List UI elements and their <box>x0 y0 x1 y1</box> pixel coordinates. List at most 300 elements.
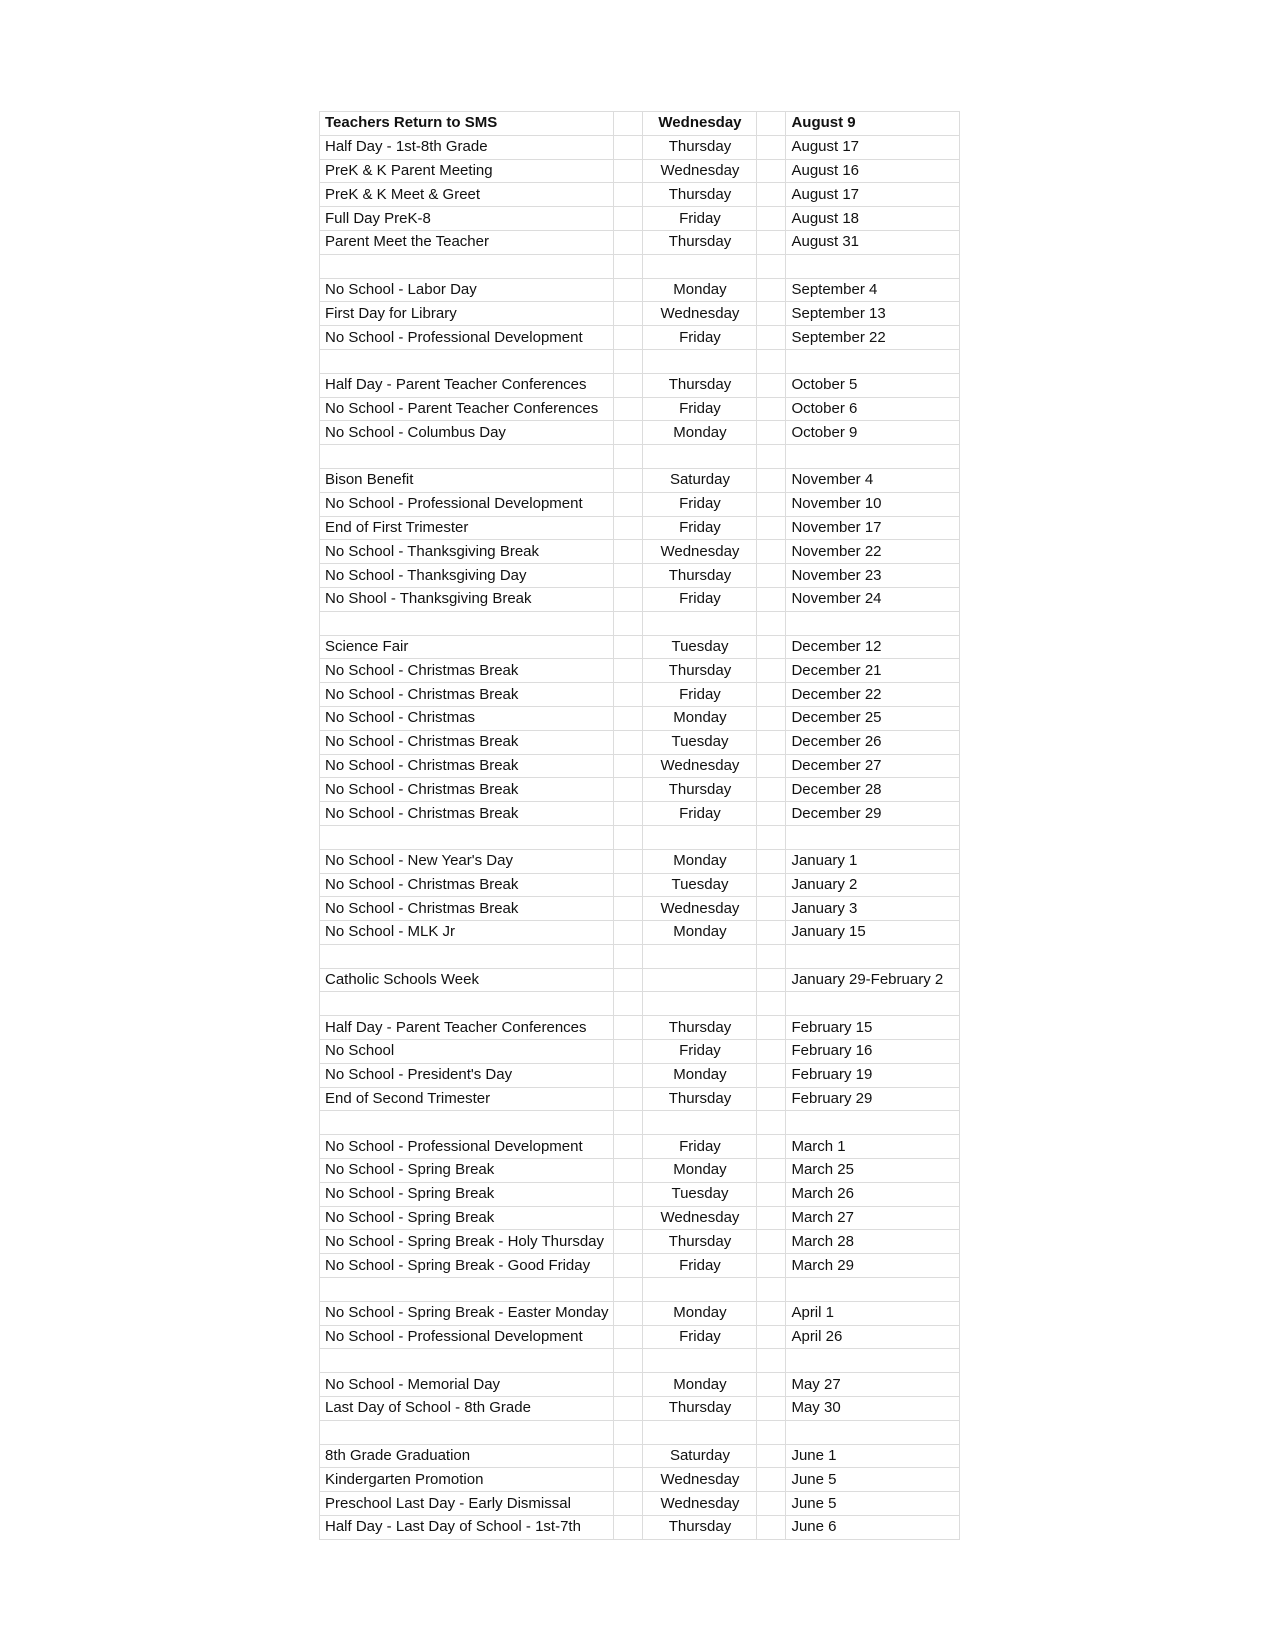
date-cell <box>786 992 960 1016</box>
header-day-cell: Wednesday <box>643 112 757 136</box>
day-cell: Thursday <box>643 183 757 207</box>
event-cell <box>320 1349 614 1373</box>
table-row <box>320 1016 960 1040</box>
event-cell: Bison Benefit <box>320 468 614 492</box>
spacer-cell <box>614 730 643 754</box>
spacer-cell <box>757 1492 786 1516</box>
day-cell: Monday <box>643 849 757 873</box>
spacer-cell <box>614 944 643 968</box>
table-row <box>320 397 960 421</box>
spacer-cell <box>757 921 786 945</box>
day-cell: Monday <box>643 421 757 445</box>
spacer-cell <box>614 468 643 492</box>
spacer-cell <box>614 1135 643 1159</box>
date-cell: March 29 <box>786 1254 960 1278</box>
day-cell: Thursday <box>643 659 757 683</box>
day-cell <box>643 1420 757 1444</box>
spacer-cell <box>757 230 786 254</box>
date-cell <box>786 349 960 373</box>
date-cell: February 19 <box>786 1063 960 1087</box>
day-cell: Monday <box>643 1159 757 1183</box>
day-cell: Friday <box>643 516 757 540</box>
date-cell: December 22 <box>786 683 960 707</box>
date-cell: March 25 <box>786 1159 960 1183</box>
day-cell <box>643 254 757 278</box>
event-cell: No School - Thanksgiving Break <box>320 540 614 564</box>
date-cell: November 10 <box>786 492 960 516</box>
day-cell: Thursday <box>643 1230 757 1254</box>
spacer-cell <box>614 921 643 945</box>
spacer-cell <box>614 135 643 159</box>
day-cell: Friday <box>643 1040 757 1064</box>
spacer-cell <box>757 183 786 207</box>
blank-row <box>320 254 960 278</box>
spacer-cell <box>614 635 643 659</box>
spacer-cell <box>614 1420 643 1444</box>
table-row <box>320 1087 960 1111</box>
day-cell: Tuesday <box>643 873 757 897</box>
spacer-cell <box>614 802 643 826</box>
day-cell: Friday <box>643 397 757 421</box>
event-cell: No School - Thanksgiving Day <box>320 564 614 588</box>
spacer-cell <box>757 825 786 849</box>
spacer-cell <box>757 1301 786 1325</box>
table-row <box>320 968 960 992</box>
day-cell <box>643 968 757 992</box>
date-cell: September 4 <box>786 278 960 302</box>
date-cell <box>786 944 960 968</box>
date-cell: December 25 <box>786 706 960 730</box>
table-row <box>320 1397 960 1421</box>
day-cell: Friday <box>643 1254 757 1278</box>
date-cell: April 1 <box>786 1301 960 1325</box>
blank-row <box>320 445 960 469</box>
date-cell <box>786 445 960 469</box>
day-cell <box>643 1349 757 1373</box>
day-cell: Wednesday <box>643 159 757 183</box>
event-cell: No School - New Year's Day <box>320 849 614 873</box>
table-row <box>320 468 960 492</box>
day-cell <box>643 349 757 373</box>
table-row <box>320 683 960 707</box>
event-cell: No School - Columbus Day <box>320 421 614 445</box>
day-cell: Saturday <box>643 1444 757 1468</box>
event-cell: Kindergarten Promotion <box>320 1468 614 1492</box>
date-cell: June 1 <box>786 1444 960 1468</box>
event-cell: Half Day - Parent Teacher Conferences <box>320 1016 614 1040</box>
table-row <box>320 302 960 326</box>
table-row <box>320 659 960 683</box>
day-cell: Monday <box>643 1301 757 1325</box>
spacer-cell <box>614 873 643 897</box>
spacer-cell <box>757 1325 786 1349</box>
event-cell: No School - Spring Break <box>320 1159 614 1183</box>
event-cell: Science Fair <box>320 635 614 659</box>
table-row <box>320 706 960 730</box>
spacer-cell <box>757 349 786 373</box>
event-cell: No School - Professional Development <box>320 492 614 516</box>
date-cell: January 15 <box>786 921 960 945</box>
day-cell: Thursday <box>643 778 757 802</box>
date-cell: May 27 <box>786 1373 960 1397</box>
date-cell: August 17 <box>786 135 960 159</box>
date-cell: January 2 <box>786 873 960 897</box>
date-cell <box>786 1420 960 1444</box>
spacer-cell <box>757 1087 786 1111</box>
spacer-cell <box>757 635 786 659</box>
spacer-cell <box>757 1278 786 1302</box>
spacer-cell <box>757 1516 786 1540</box>
table-row <box>320 921 960 945</box>
event-cell: No School - Christmas Break <box>320 659 614 683</box>
spacer-cell <box>757 587 786 611</box>
day-cell: Friday <box>643 326 757 350</box>
spacer-cell <box>614 1444 643 1468</box>
spacer-cell <box>614 1206 643 1230</box>
spacer-cell <box>614 183 643 207</box>
spacer-cell <box>757 1182 786 1206</box>
date-cell: January 29-February 2 <box>786 968 960 992</box>
spacer-cell <box>757 1254 786 1278</box>
date-cell: March 28 <box>786 1230 960 1254</box>
table-row <box>320 1063 960 1087</box>
spacer-cell <box>614 706 643 730</box>
spacer-cell <box>757 873 786 897</box>
table-row <box>320 754 960 778</box>
date-cell: May 30 <box>786 1397 960 1421</box>
event-cell <box>320 1420 614 1444</box>
spacer-cell <box>757 112 786 136</box>
day-cell <box>643 1111 757 1135</box>
day-cell: Thursday <box>643 1087 757 1111</box>
date-cell: December 26 <box>786 730 960 754</box>
spacer-cell <box>757 564 786 588</box>
spacer-cell <box>614 1111 643 1135</box>
spacer-cell <box>757 1420 786 1444</box>
spacer-cell <box>614 1182 643 1206</box>
event-cell: No School - Professional Development <box>320 1325 614 1349</box>
date-cell: September 22 <box>786 326 960 350</box>
date-cell: December 21 <box>786 659 960 683</box>
day-cell: Saturday <box>643 468 757 492</box>
spacer-cell <box>757 968 786 992</box>
spacer-cell <box>757 468 786 492</box>
event-cell: No School - Christmas Break <box>320 683 614 707</box>
date-cell: March 26 <box>786 1182 960 1206</box>
spacer-cell <box>757 1206 786 1230</box>
blank-row <box>320 1111 960 1135</box>
event-cell: No School - Spring Break - Easter Monday <box>320 1301 614 1325</box>
spacer-cell <box>757 802 786 826</box>
date-cell: November 23 <box>786 564 960 588</box>
event-cell: No School - Christmas Break <box>320 778 614 802</box>
table-row <box>320 516 960 540</box>
spacer-cell <box>757 730 786 754</box>
date-cell: December 29 <box>786 802 960 826</box>
event-cell <box>320 611 614 635</box>
date-cell: August 31 <box>786 230 960 254</box>
day-cell: Thursday <box>643 373 757 397</box>
table-row <box>320 1301 960 1325</box>
spacer-cell <box>614 1278 643 1302</box>
date-cell: October 6 <box>786 397 960 421</box>
event-cell: No School - Spring Break <box>320 1206 614 1230</box>
table-row <box>320 635 960 659</box>
spacer-cell <box>614 849 643 873</box>
event-cell: No School - Labor Day <box>320 278 614 302</box>
header-date-cell: August 9 <box>786 112 960 136</box>
date-cell: November 17 <box>786 516 960 540</box>
spacer-cell <box>614 611 643 635</box>
spacer-cell <box>757 326 786 350</box>
event-cell: No School <box>320 1040 614 1064</box>
date-cell: October 9 <box>786 421 960 445</box>
table-row <box>320 802 960 826</box>
event-cell: End of First Trimester <box>320 516 614 540</box>
date-cell: April 26 <box>786 1325 960 1349</box>
spacer-cell <box>757 1349 786 1373</box>
table-row <box>320 1135 960 1159</box>
spacer-cell <box>757 1040 786 1064</box>
table-row <box>320 849 960 873</box>
school-calendar-table <box>319 111 960 1540</box>
event-cell <box>320 445 614 469</box>
blank-row <box>320 1278 960 1302</box>
spacer-cell <box>614 397 643 421</box>
day-cell: Friday <box>643 207 757 231</box>
date-cell: November 24 <box>786 587 960 611</box>
date-cell: June 5 <box>786 1492 960 1516</box>
day-cell: Wednesday <box>643 540 757 564</box>
header-event-cell: Teachers Return to SMS <box>320 112 614 136</box>
spacer-cell <box>757 1397 786 1421</box>
spacer-cell <box>757 706 786 730</box>
day-cell: Wednesday <box>643 897 757 921</box>
table-row <box>320 540 960 564</box>
spacer-cell <box>757 1468 786 1492</box>
date-cell: March 1 <box>786 1135 960 1159</box>
table-row <box>320 159 960 183</box>
table-row <box>320 1468 960 1492</box>
table-row <box>320 1373 960 1397</box>
event-cell: End of Second Trimester <box>320 1087 614 1111</box>
day-cell: Thursday <box>643 135 757 159</box>
spacer-cell <box>757 683 786 707</box>
day-cell: Tuesday <box>643 635 757 659</box>
event-cell: No School - Memorial Day <box>320 1373 614 1397</box>
table-row <box>320 1040 960 1064</box>
spacer-cell <box>614 754 643 778</box>
event-cell: No School - Christmas Break <box>320 730 614 754</box>
spacer-cell <box>614 1254 643 1278</box>
day-cell: Friday <box>643 587 757 611</box>
event-cell: No School - President's Day <box>320 1063 614 1087</box>
spacer-cell <box>614 1516 643 1540</box>
spacer-cell <box>614 1016 643 1040</box>
event-cell: PreK & K Parent Meeting <box>320 159 614 183</box>
date-cell: June 6 <box>786 1516 960 1540</box>
day-cell: Wednesday <box>643 302 757 326</box>
table-row <box>320 1492 960 1516</box>
date-cell: December 12 <box>786 635 960 659</box>
spacer-cell <box>614 968 643 992</box>
date-cell: December 28 <box>786 778 960 802</box>
spacer-cell <box>614 492 643 516</box>
spacer-cell <box>614 254 643 278</box>
spacer-cell <box>614 230 643 254</box>
day-cell: Friday <box>643 802 757 826</box>
event-cell: No Shool - Thanksgiving Break <box>320 587 614 611</box>
event-cell: PreK & K Meet & Greet <box>320 183 614 207</box>
event-cell: No School - Christmas <box>320 706 614 730</box>
spacer-cell <box>614 112 643 136</box>
table-row <box>320 207 960 231</box>
day-cell <box>643 825 757 849</box>
day-cell <box>643 1278 757 1302</box>
event-cell <box>320 992 614 1016</box>
date-cell <box>786 825 960 849</box>
day-cell <box>643 611 757 635</box>
blank-row <box>320 1420 960 1444</box>
date-cell: November 22 <box>786 540 960 564</box>
day-cell: Thursday <box>643 1397 757 1421</box>
spacer-cell <box>757 516 786 540</box>
spacer-cell <box>757 1444 786 1468</box>
table-row <box>320 587 960 611</box>
spacer-cell <box>614 1087 643 1111</box>
event-cell: No School - Spring Break - Holy Thursday <box>320 1230 614 1254</box>
event-cell <box>320 254 614 278</box>
event-cell: No School - Professional Development <box>320 1135 614 1159</box>
table-row <box>320 1206 960 1230</box>
event-cell: No School - Christmas Break <box>320 754 614 778</box>
day-cell: Wednesday <box>643 1492 757 1516</box>
event-cell <box>320 825 614 849</box>
spacer-cell <box>614 302 643 326</box>
spacer-cell <box>614 1230 643 1254</box>
day-cell: Wednesday <box>643 1468 757 1492</box>
date-cell: October 5 <box>786 373 960 397</box>
day-cell: Monday <box>643 1063 757 1087</box>
date-cell: March 27 <box>786 1206 960 1230</box>
spacer-cell <box>757 1159 786 1183</box>
date-cell <box>786 1349 960 1373</box>
spacer-cell <box>757 1111 786 1135</box>
spacer-cell <box>614 1325 643 1349</box>
spacer-cell <box>614 683 643 707</box>
day-cell <box>643 445 757 469</box>
day-cell: Tuesday <box>643 1182 757 1206</box>
spacer-cell <box>614 278 643 302</box>
spacer-cell <box>614 1492 643 1516</box>
day-cell <box>643 944 757 968</box>
table-row <box>320 373 960 397</box>
table-row <box>320 730 960 754</box>
date-cell: June 5 <box>786 1468 960 1492</box>
table-row <box>320 1516 960 1540</box>
date-cell <box>786 1278 960 1302</box>
spacer-cell <box>614 1349 643 1373</box>
table-row <box>320 873 960 897</box>
day-cell: Tuesday <box>643 730 757 754</box>
date-cell: September 13 <box>786 302 960 326</box>
table-row <box>320 897 960 921</box>
spacer-cell <box>614 1397 643 1421</box>
table-row <box>320 421 960 445</box>
spacer-cell <box>757 373 786 397</box>
spacer-cell <box>757 207 786 231</box>
day-cell: Thursday <box>643 1516 757 1540</box>
spacer-cell <box>614 1468 643 1492</box>
day-cell <box>643 992 757 1016</box>
table-row <box>320 1230 960 1254</box>
event-cell: Preschool Last Day - Early Dismissal <box>320 1492 614 1516</box>
spacer-cell <box>614 207 643 231</box>
event-cell: No School - Christmas Break <box>320 897 614 921</box>
spacer-cell <box>614 516 643 540</box>
day-cell: Thursday <box>643 564 757 588</box>
header-row <box>320 112 960 136</box>
event-cell: Half Day - Parent Teacher Conferences <box>320 373 614 397</box>
spacer-cell <box>757 135 786 159</box>
date-cell: February 15 <box>786 1016 960 1040</box>
event-cell: Last Day of School - 8th Grade <box>320 1397 614 1421</box>
blank-row <box>320 825 960 849</box>
spacer-cell <box>757 849 786 873</box>
spacer-cell <box>614 349 643 373</box>
spacer-cell <box>614 421 643 445</box>
day-cell: Friday <box>643 492 757 516</box>
day-cell: Wednesday <box>643 754 757 778</box>
spacer-cell <box>757 254 786 278</box>
event-cell: 8th Grade Graduation <box>320 1444 614 1468</box>
spacer-cell <box>614 159 643 183</box>
spacer-cell <box>757 754 786 778</box>
spacer-cell <box>757 944 786 968</box>
spacer-cell <box>757 1063 786 1087</box>
event-cell: No School - Spring Break - Good Friday <box>320 1254 614 1278</box>
blank-row <box>320 611 960 635</box>
spacer-cell <box>757 397 786 421</box>
spacer-cell <box>614 1040 643 1064</box>
date-cell <box>786 611 960 635</box>
table-row <box>320 326 960 350</box>
day-cell: Monday <box>643 706 757 730</box>
calendar-body <box>320 112 960 1540</box>
event-cell: No School - Spring Break <box>320 1182 614 1206</box>
event-cell <box>320 944 614 968</box>
date-cell: January 1 <box>786 849 960 873</box>
table-row <box>320 778 960 802</box>
event-cell: No School - MLK Jr <box>320 921 614 945</box>
day-cell: Friday <box>643 1325 757 1349</box>
date-cell: February 29 <box>786 1087 960 1111</box>
spacer-cell <box>757 1230 786 1254</box>
table-row <box>320 1325 960 1349</box>
spacer-cell <box>757 278 786 302</box>
day-cell: Friday <box>643 683 757 707</box>
spacer-cell <box>614 326 643 350</box>
table-row <box>320 564 960 588</box>
event-cell: First Day for Library <box>320 302 614 326</box>
spacer-cell <box>614 1373 643 1397</box>
spacer-cell <box>614 587 643 611</box>
date-cell: August 18 <box>786 207 960 231</box>
event-cell: Half Day - Last Day of School - 1st-7th <box>320 1516 614 1540</box>
event-cell: No School - Parent Teacher Conferences <box>320 397 614 421</box>
day-cell: Monday <box>643 921 757 945</box>
blank-row <box>320 349 960 373</box>
